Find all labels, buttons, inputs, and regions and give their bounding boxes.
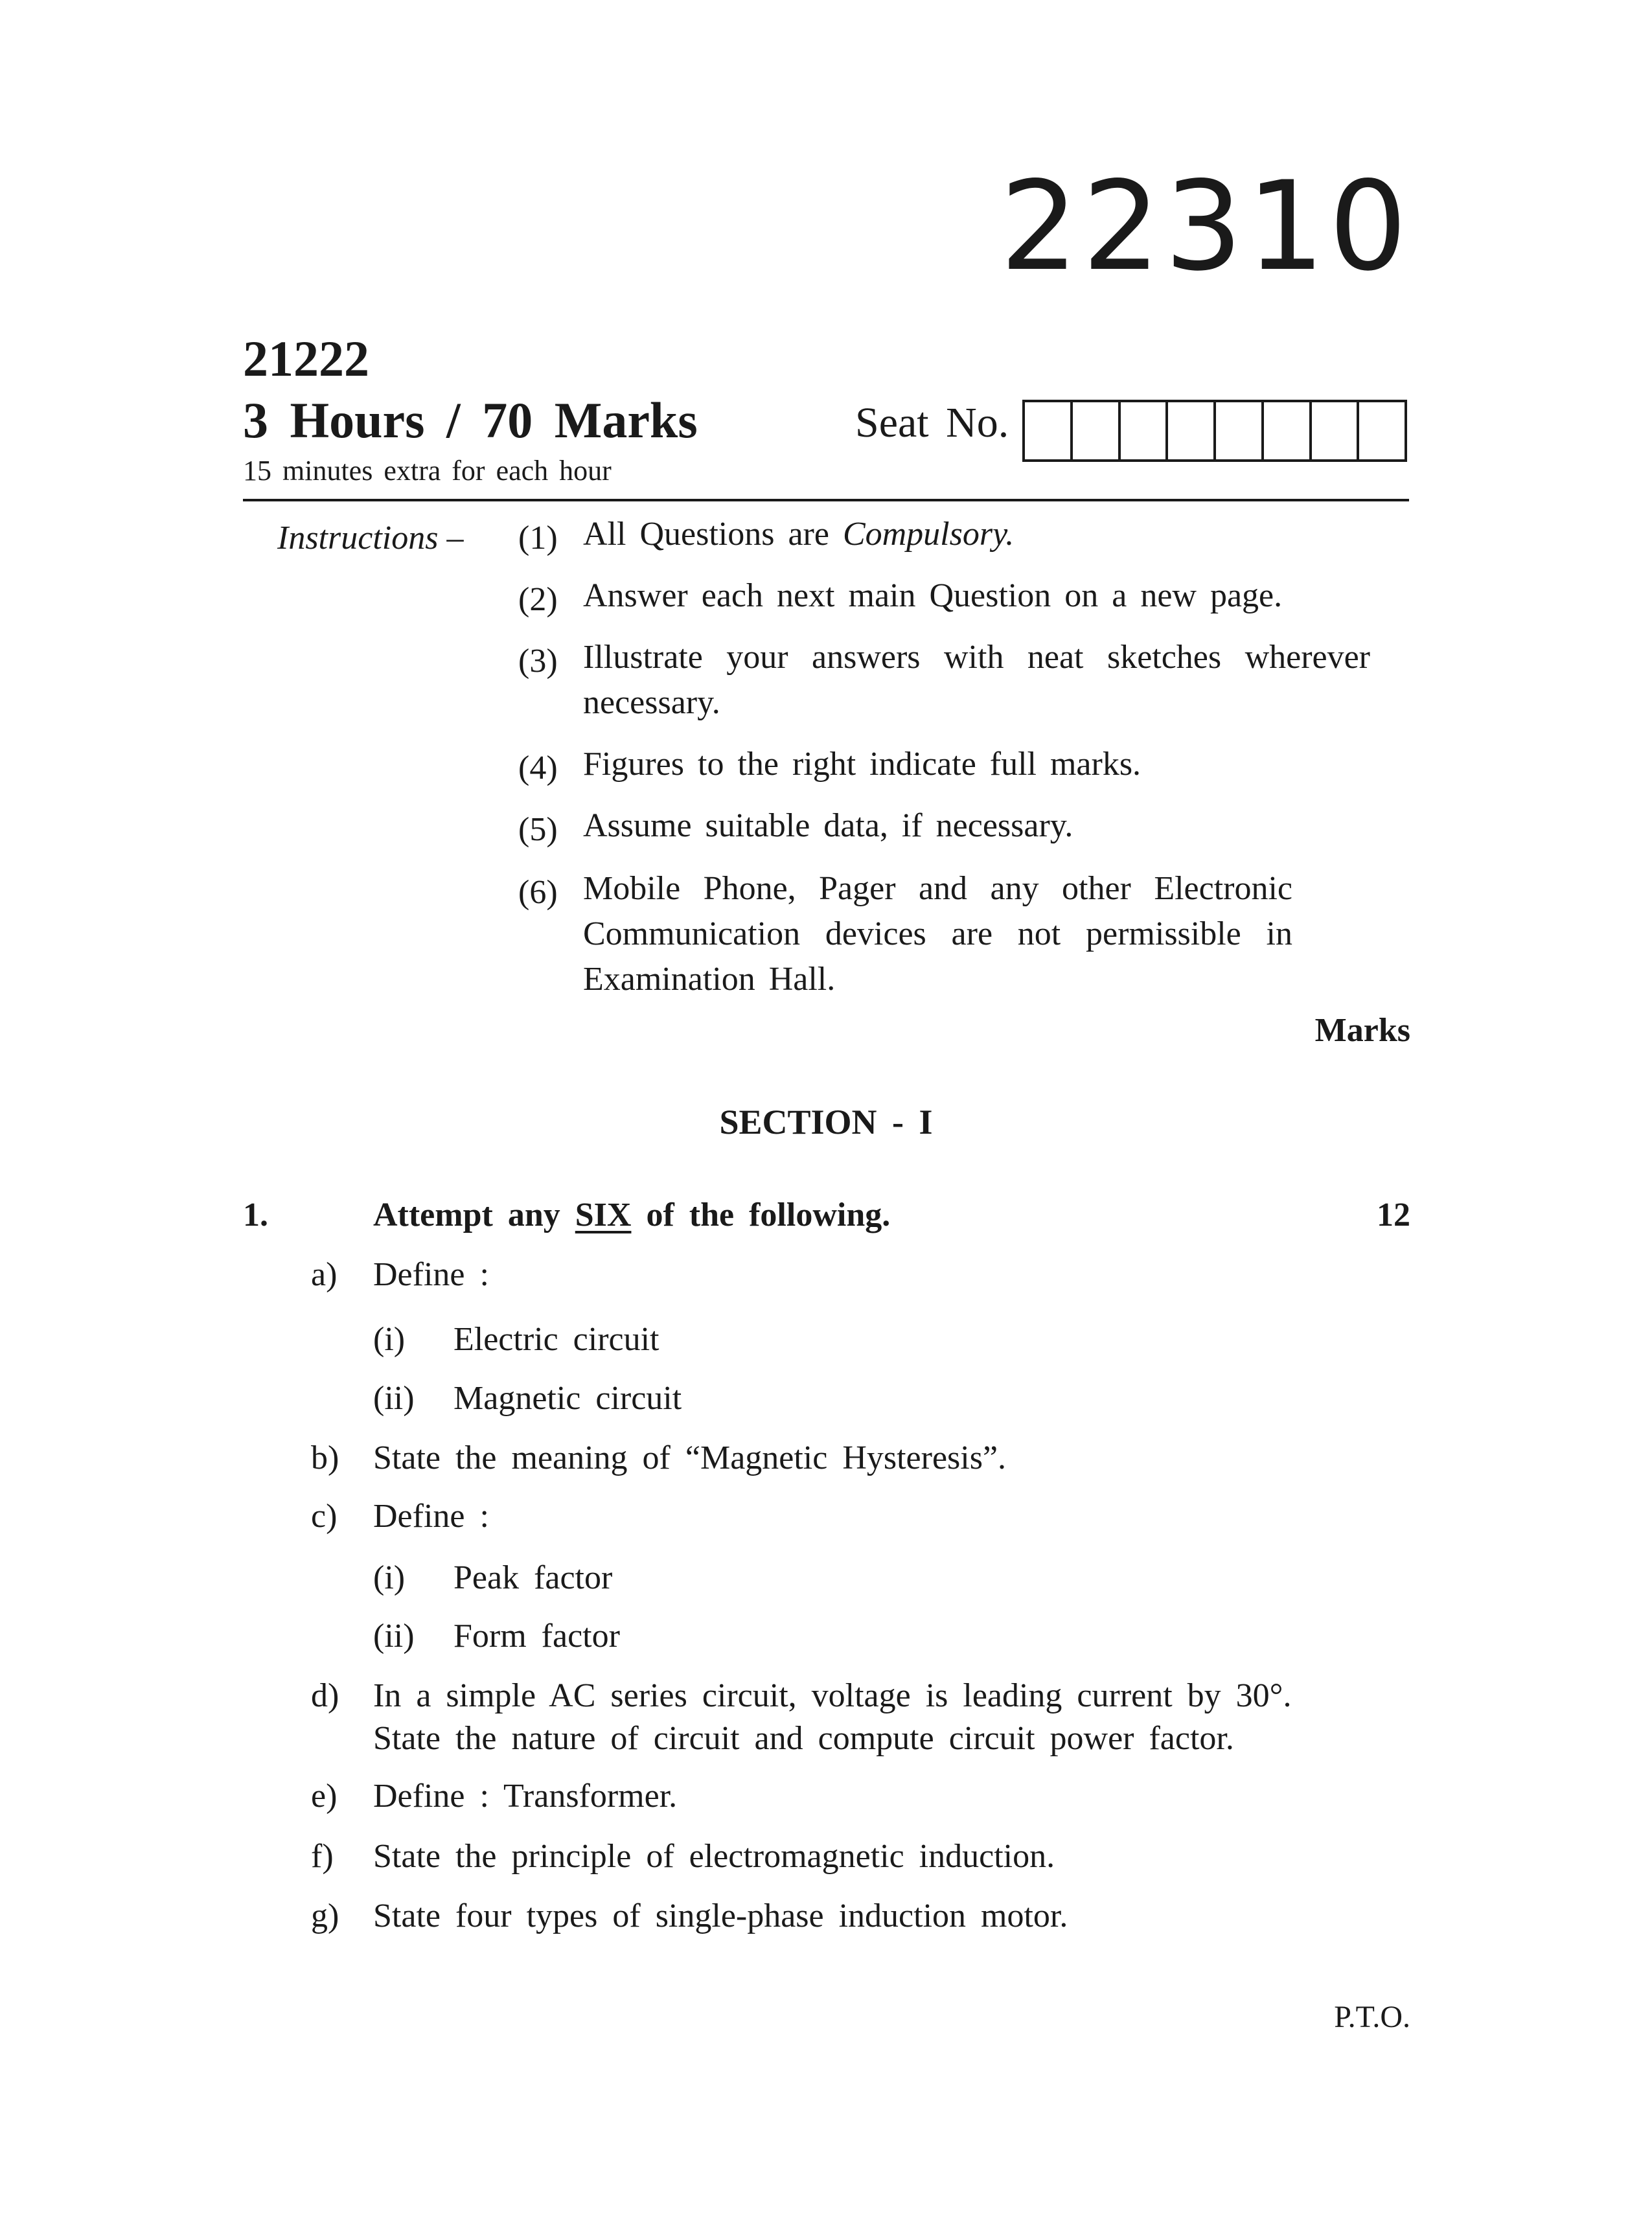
part-text-line: State the nature of circuit and compute circuit power factor. bbox=[373, 1720, 1234, 1757]
subpart-label: (ii) bbox=[373, 1380, 415, 1417]
seat-number-box[interactable] bbox=[1312, 402, 1360, 459]
instruction-text: Answer each next main Question on a new page. bbox=[583, 577, 1283, 614]
duration-marks: 3 Hours / 70 Marks bbox=[243, 392, 698, 448]
question-title-emphasis: SIX bbox=[575, 1197, 632, 1233]
seat-number-box[interactable] bbox=[1359, 402, 1405, 459]
seat-number-label: Seat No. bbox=[855, 399, 1009, 446]
paper-code: 22310 bbox=[1000, 155, 1411, 298]
part-text-line: In a simple AC series circuit, voltage is leading current by 30°. bbox=[373, 1677, 1292, 1714]
seat-number-box[interactable] bbox=[1121, 402, 1169, 459]
instruction-text: Figures to the right indicate full marks. bbox=[583, 746, 1141, 783]
instruction-number: (6) bbox=[518, 874, 558, 911]
question-marks: 12 bbox=[1377, 1197, 1410, 1233]
seat-number-box[interactable] bbox=[1264, 402, 1312, 459]
subpart-text: Electric circuit bbox=[453, 1321, 660, 1358]
part-label: d) bbox=[311, 1677, 339, 1714]
instruction-text: Mobile Phone, Pager and any other Electronic Communication devices are not permissible in Examination Hall. bbox=[583, 870, 1292, 998]
instruction-text: Assume suitable data, if necessary. bbox=[583, 807, 1073, 844]
subpart-text: Form factor bbox=[453, 1618, 620, 1655]
marks-column-heading: Marks bbox=[1314, 1012, 1410, 1049]
part-label: a) bbox=[311, 1256, 338, 1293]
part-label: e) bbox=[311, 1778, 338, 1815]
instruction-emphasis: Compulsory. bbox=[842, 516, 1015, 553]
part-text: State four types of single-phase induction motor. bbox=[373, 1897, 1068, 1934]
subpart-text: Peak factor bbox=[453, 1559, 613, 1596]
instruction-number: (2) bbox=[518, 581, 558, 618]
exam-code: 21222 bbox=[243, 330, 369, 387]
part-label: g) bbox=[311, 1897, 339, 1934]
instruction-number: (5) bbox=[518, 811, 558, 848]
instruction-number: (1) bbox=[518, 520, 558, 556]
subpart-label: (ii) bbox=[373, 1618, 415, 1655]
subpart-label: (i) bbox=[373, 1559, 406, 1596]
instruction-number: (3) bbox=[518, 643, 558, 680]
part-label: c) bbox=[311, 1498, 338, 1535]
instructions-title: Instructions – bbox=[277, 520, 464, 556]
seat-number-boxes bbox=[1022, 400, 1407, 462]
question-number: 1. bbox=[243, 1197, 268, 1233]
subpart-label: (i) bbox=[373, 1321, 406, 1358]
seat-number-box[interactable] bbox=[1168, 402, 1216, 459]
page-turn-over: P.T.O. bbox=[1334, 2000, 1410, 2034]
seat-number-box[interactable] bbox=[1073, 402, 1121, 459]
question-title: Attempt any SIX of the following. bbox=[373, 1197, 891, 1233]
instruction-number: (4) bbox=[518, 750, 558, 786]
section-title: SECTION - I bbox=[719, 1103, 933, 1141]
part-text: State the meaning of “Magnetic Hysteresis”. bbox=[373, 1439, 1007, 1476]
seat-number-box[interactable] bbox=[1025, 402, 1073, 459]
part-text: Define : Transformer. bbox=[373, 1778, 678, 1815]
part-text: Define : bbox=[373, 1256, 489, 1293]
part-label: f) bbox=[311, 1838, 334, 1875]
part-text: Define : bbox=[373, 1498, 489, 1535]
instruction-text: All Questions are Compulsory. bbox=[583, 516, 1015, 553]
instruction-text: Illustrate your answers with neat sketches wherever necessary. bbox=[583, 639, 1370, 721]
part-label: b) bbox=[311, 1439, 339, 1476]
header-divider bbox=[243, 499, 1409, 501]
part-text: State the principle of electromagnetic induction. bbox=[373, 1838, 1055, 1875]
extra-time-note: 15 minutes extra for each hour bbox=[243, 455, 612, 487]
subpart-text: Magnetic circuit bbox=[453, 1380, 682, 1417]
seat-number-box[interactable] bbox=[1216, 402, 1264, 459]
